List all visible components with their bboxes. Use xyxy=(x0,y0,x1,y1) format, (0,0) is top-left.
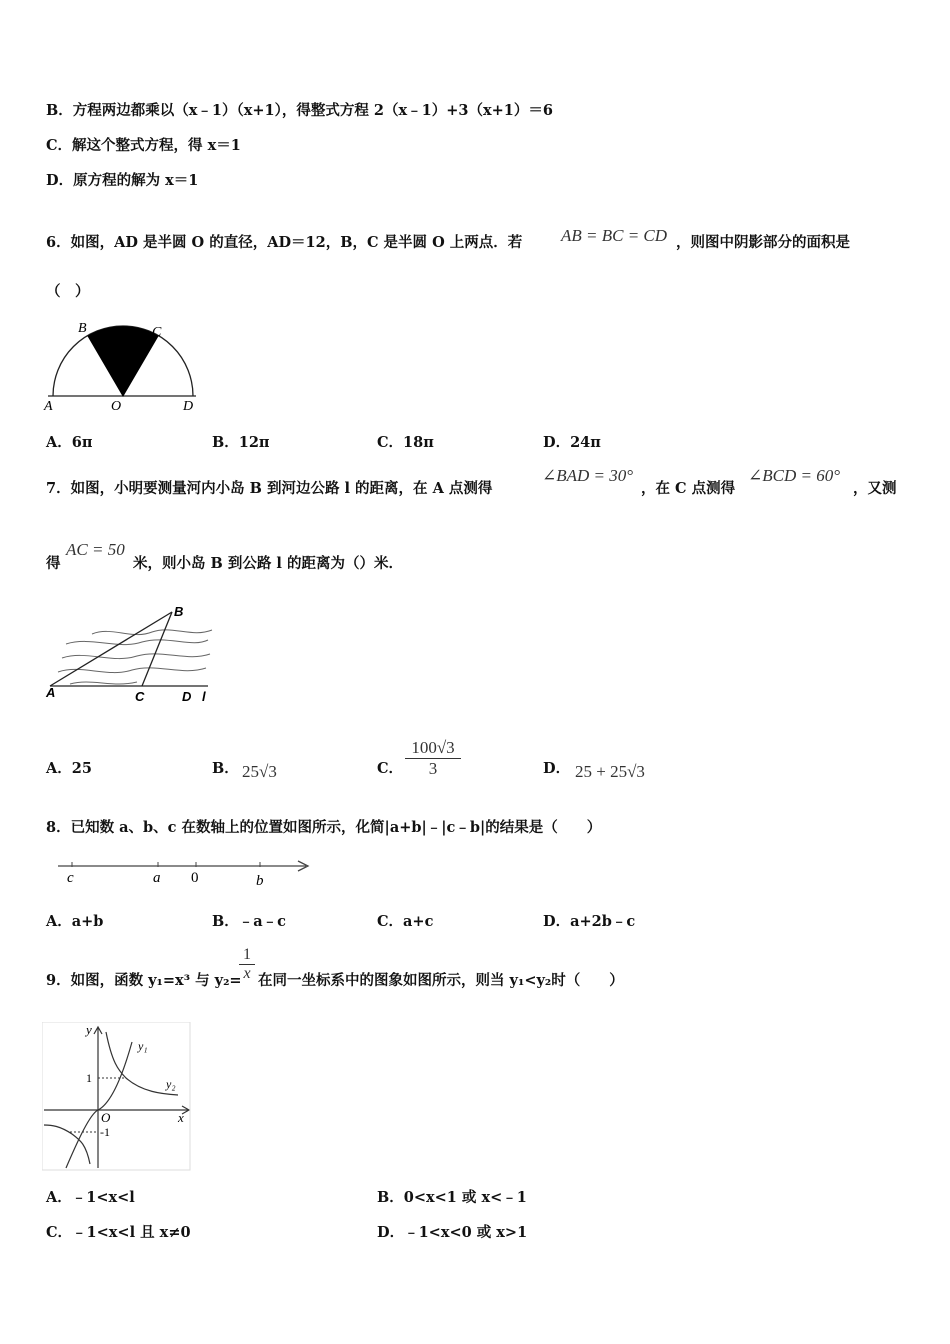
fig6-label-c: C xyxy=(152,325,162,340)
q7-option-b-value: 25√3 xyxy=(242,762,277,781)
q8-stem: 8．已知数 a、b、c 在数轴上的位置如图所示，化简|a+b|﹣|c﹣b|的结果是（ ） xyxy=(46,819,602,836)
fig7-label-l: l xyxy=(202,689,206,704)
q6-answer-paren: （ ） xyxy=(46,283,90,300)
q7-river-figure xyxy=(42,600,217,708)
q5-option-b: B．方程两边都乘以（x﹣1）（x+1），得整式方程 2（x﹣1）+3（x+1）＝6 xyxy=(46,102,553,119)
q8-label-b: b xyxy=(256,873,264,889)
fig7-label-d: D xyxy=(182,689,192,704)
q9-label-y: y xyxy=(86,1022,92,1037)
fig6-label-a: A xyxy=(44,399,53,414)
q7-stem-d: 得 xyxy=(46,555,61,572)
q9-label-neg-one: -1 xyxy=(100,1125,110,1139)
q9-stem-post: 在同一坐标系中的图象如图所示，则当 y₁<y₂时（ ） xyxy=(258,972,624,989)
q9-label-x: x xyxy=(178,1110,184,1125)
q8-label-c: c xyxy=(67,870,74,886)
q7-option-c-numerator: 100√3 xyxy=(411,738,455,757)
q5-option-d: D．原方程的解为 x＝1 xyxy=(46,172,199,189)
fig6-label-b: B xyxy=(78,321,87,336)
q9-fraction-numerator: 1 xyxy=(243,946,251,963)
fig7-label-c: C xyxy=(135,689,145,704)
q6-stem-pre: 6．如图，AD 是半圆 O 的直径，AD＝12，B，C 是半圆 O 上两点．若 xyxy=(46,234,523,251)
q7-stem-c: ，又测 xyxy=(853,480,897,497)
q6-option-a: A．6π xyxy=(46,434,93,451)
q8-label-zero: 0 xyxy=(191,870,199,886)
q7-option-a: A．25 xyxy=(46,760,92,777)
q6-option-d: D．24π xyxy=(543,434,601,451)
q6-semicircle-figure xyxy=(40,318,210,416)
q8-option-a: A．a+b xyxy=(46,913,104,930)
q9-fraction-denominator: x xyxy=(243,965,251,982)
q9-stem-pre: 9．如图，函数 y₁=x³ 与 y₂= xyxy=(46,972,242,989)
q9-option-c: C．﹣1<x<l 且 x≠0 xyxy=(46,1224,191,1241)
fig7-label-b: B xyxy=(174,604,184,619)
q8-number-line xyxy=(54,858,316,892)
q9-label-y2: y₂ xyxy=(166,1077,176,1091)
q9-option-a: A．﹣1<x<l xyxy=(46,1189,135,1206)
q7-angle-bcd: ∠BCD = 60° xyxy=(748,466,841,485)
q7-option-d-value: 25 + 25√3 xyxy=(575,762,645,781)
q7-option-b-label: B． xyxy=(212,760,239,777)
q9-label-origin: O xyxy=(101,1110,111,1125)
q7-option-d-label: D． xyxy=(543,760,571,777)
q7-option-c-label: C． xyxy=(377,760,404,777)
q6-arc-condition: AB = BC = CD xyxy=(561,226,668,245)
q7-option-c-fraction xyxy=(405,738,461,779)
q7-ac-length: AC = 50 xyxy=(66,540,125,559)
q6-stem-post: ，则图中阴影部分的面积是 xyxy=(676,234,850,251)
q9-label-one: 1 xyxy=(86,1071,92,1085)
q8-option-d: D．a+2b﹣c xyxy=(543,913,636,930)
q9-graph-figure xyxy=(42,1022,194,1172)
fig6-label-d: D xyxy=(183,399,194,414)
fig7-label-a: A xyxy=(46,685,56,700)
q7-stem-b: ，在 C 点测得 xyxy=(641,480,736,497)
q9-option-d: D．﹣1<x<0 或 x>1 xyxy=(377,1224,528,1241)
q8-option-c: C．a+c xyxy=(377,913,434,930)
q9-fraction xyxy=(239,946,255,983)
q5-option-c: C．解这个整式方程，得 x＝1 xyxy=(46,137,241,154)
fig6-label-o: O xyxy=(111,399,122,414)
q7-stem-e: 米，则小岛 B 到公路 l 的距离为（）米． xyxy=(133,555,403,572)
q6-option-c: C．18π xyxy=(377,434,434,451)
q9-option-b: B．0<x<1 或 x<﹣1 xyxy=(377,1189,527,1206)
q7-stem-a: 7．如图，小明要测量河内小岛 B 到河边公路 l 的距离，在 A 点测得 xyxy=(46,480,493,497)
q7-option-c-denominator: 3 xyxy=(428,759,438,778)
q7-angle-bad: ∠BAD = 30° xyxy=(542,466,634,485)
q9-label-y1: y₁ xyxy=(138,1039,148,1053)
q8-option-b: B．﹣a﹣c xyxy=(212,913,286,930)
q6-option-b: B．12π xyxy=(212,434,270,451)
q8-label-a: a xyxy=(153,870,161,886)
